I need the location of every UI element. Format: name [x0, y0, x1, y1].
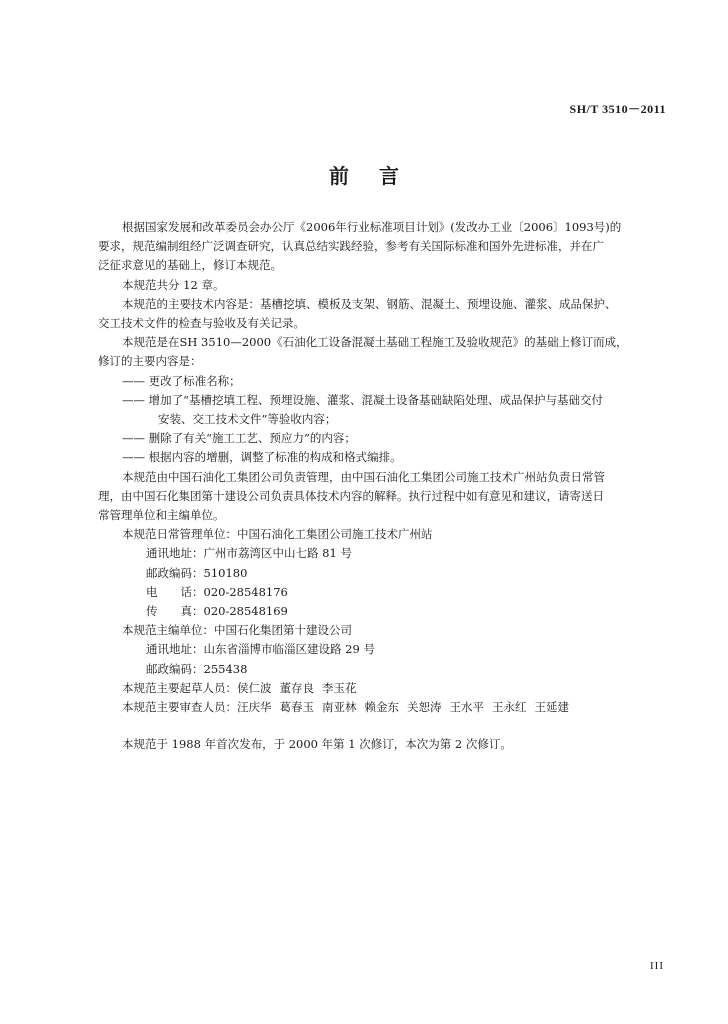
editor-unit-label: 本规范主编单位：: [122, 623, 214, 638]
change-item-4: —— 根据内容的增删，调整了标准的构成和格式编排。: [122, 450, 402, 465]
chapters-line: 本规范共分 12 章。: [122, 277, 225, 292]
standard-code: SH/T 3510－2011: [569, 102, 666, 116]
editor-unit-line: [98, 621, 664, 640]
daily-unit-name: 中国石油化工集团公司施工技术广州站: [237, 527, 433, 542]
preface-body: [98, 218, 664, 754]
reviewer-name: 王水平: [449, 700, 484, 715]
reviewer-name: 王延建: [534, 700, 569, 715]
reviewer-name: 葛春玉: [279, 700, 314, 715]
drafter-name: 董存良: [279, 680, 314, 695]
editor-unit-postcode: 邮政编码：255438: [146, 661, 248, 676]
admin-line-1: 本规范由中国石油化工集团公司负责管理，由中国石油化工集团公司施工技术广州站负责日常管: [122, 469, 605, 484]
daily-unit-address: 通讯地址：广州市荔湾区中山七路 81 号: [146, 546, 352, 561]
daily-unit-postcode: 邮政编码：510180: [146, 565, 248, 580]
intro-line-2: 要求，规范编制组经广泛调查研究，认真总结实践经验，参考有关国际标准和国外先进标准，并在广: [98, 239, 604, 254]
admin-line-3: 常管理单位和主编单位。: [98, 508, 225, 523]
drafter-name: 侯仁波: [237, 680, 272, 695]
drafters-label: 本规范主要起草人员：: [122, 680, 237, 695]
intro-line-1: 根据国家发展和改革委员会办公厅《2006年行业标准项目计划》(发改办工业〔2006〕1093号)的: [122, 220, 622, 234]
reviewer-name: 关恕涛: [407, 700, 442, 715]
page-title: 前言: [329, 164, 429, 188]
intro-line-3: 泛征求意见的基础上，修订本规范。: [98, 258, 282, 273]
admin-line-2: 理，由中国石化集团第十建设公司负责具体技术内容的解释。执行过程中如有意见和建议，请寄送日: [98, 488, 604, 503]
change-item-3: —— 删除了有关“施工工艺、预应力”的内容；: [122, 431, 356, 446]
spacer: [98, 717, 664, 735]
reviewer-name: 王永红: [492, 700, 527, 715]
page-number: III: [650, 960, 664, 972]
history-line: 本规范于 1988 年首次发布，于 2000 年第 1 次修订，本次为第 2 次修订。: [122, 737, 512, 752]
reviewers-label: 本规范主要审查人员：: [122, 700, 237, 715]
reviewers-line: [98, 698, 664, 717]
daily-unit-phone: 电 话：020-28548176: [146, 584, 288, 599]
revision-line-2: 修订的主要内容是：: [98, 354, 202, 369]
daily-unit-line: [98, 525, 664, 544]
drafters-line: [98, 679, 664, 698]
editor-unit-address: 通讯地址：山东省淄博市临淄区建设路 29 号: [146, 642, 375, 657]
reviewer-name: 南亚林: [322, 700, 357, 715]
daily-unit-fax: 传 真：020-28548169: [146, 604, 288, 619]
main-content-line-1: 本规范的主要技术内容是：基槽挖填、模板及支架、钢筋、混凝土、预埋设施、灌浆、成品保护、: [122, 296, 617, 311]
change-item-1: —— 更改了标准名称；: [122, 373, 241, 388]
reviewer-name: 汪庆华: [237, 700, 272, 715]
main-content-line-2: 交工技术文件的检查与验收及有关记录。: [98, 316, 305, 331]
editor-unit-name: 中国石化集团第十建设公司: [214, 623, 352, 638]
change-item-2-continued: 安装、交工技术文件”等验收内容；: [158, 412, 337, 427]
change-item-2: —— 增加了“基槽挖填工程、预埋设施、灌浆、混凝土设备基础缺陷处理、成品保护与基础交付: [122, 392, 604, 407]
reviewer-name: 赖金东: [364, 700, 399, 715]
drafter-name: 李玉花: [322, 680, 357, 695]
daily-unit-label: 本规范日常管理单位：: [122, 527, 237, 542]
revision-line-1: 本规范是在SH 3510—2000《石油化工设备混凝土基础工程施工及验收规范》的基础上修订而成，: [122, 335, 628, 350]
